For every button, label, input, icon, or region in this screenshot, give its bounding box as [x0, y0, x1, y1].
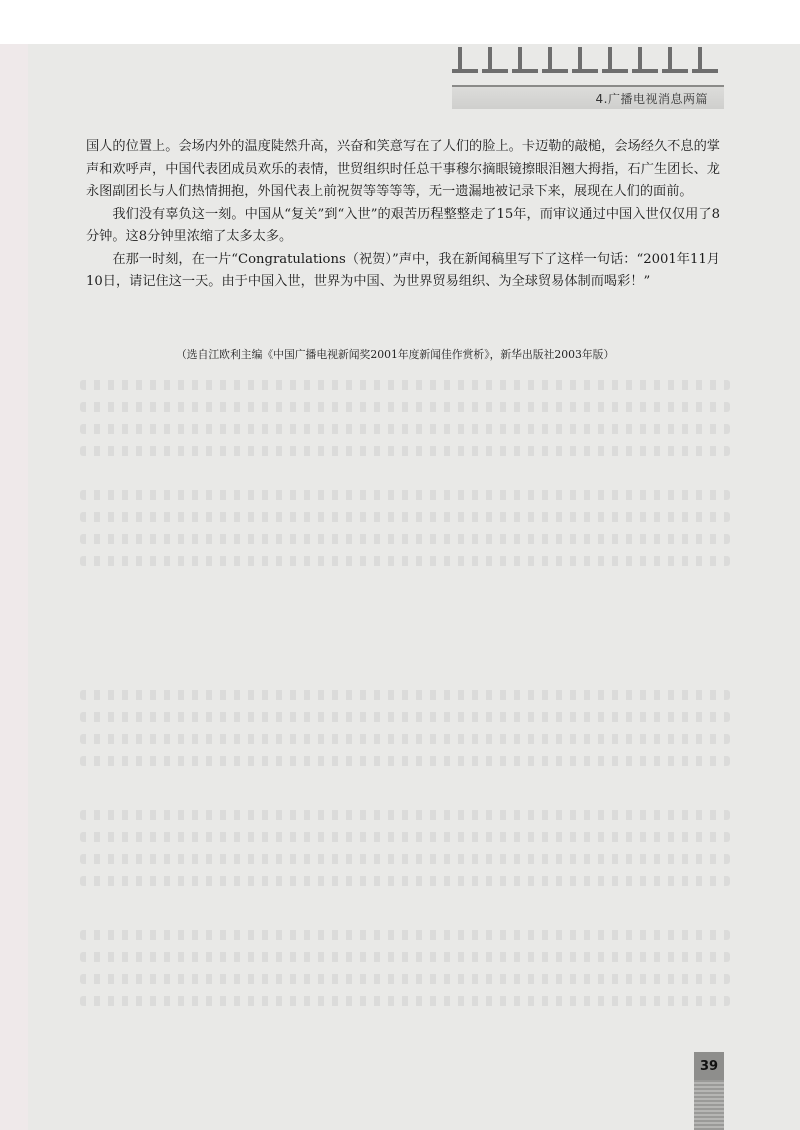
header-ornament — [452, 47, 478, 83]
bleed-through — [80, 876, 730, 886]
bleed-through — [80, 712, 730, 722]
bleed-through — [80, 424, 730, 434]
paragraph: 我们没有辜负这一刻。中国从“复关”到“入世”的艰苦历程整整走了15年，而审议通过中国入世仅仅用了8分钟。这8分钟里浓缩了太多太多。 — [86, 206, 720, 244]
bleed-through — [80, 534, 730, 544]
bleed-through — [80, 996, 730, 1006]
header-ornament — [632, 47, 658, 83]
header-ornament — [692, 47, 718, 83]
bleed-through — [80, 974, 730, 984]
bleed-through — [80, 402, 730, 412]
bleed-through — [80, 756, 730, 766]
bleed-through — [80, 556, 730, 566]
source-citation: （选自江欧利主编《中国广播电视新闻奖2001年度新闻佳作赏析》，新华出版社2003年版） — [176, 348, 615, 361]
page-edge — [0, 44, 28, 1130]
bleed-through — [80, 854, 730, 864]
bleed-through — [80, 832, 730, 842]
header-ornament — [542, 47, 568, 83]
bleed-through — [80, 952, 730, 962]
bleed-through — [80, 380, 730, 390]
running-header: 4.广播电视消息两篇 — [595, 92, 708, 106]
header-ornament — [482, 47, 508, 83]
page-number: 39 — [694, 1052, 724, 1080]
header-ornament — [572, 47, 598, 83]
bleed-through — [80, 490, 730, 500]
header-decoration — [452, 47, 720, 83]
paragraph: 国人的位置上。会场内外的温度陡然升高，兴奋和笑意写在了人们的脸上。卡迈勒的敲槌，会场经久不息的掌声和欢呼声，中国代表团成员欢乐的表情，世贸组织时任总干事穆尔摘眼镜擦眼泪翘大拇指，石广生团长、龙永图副团长与人们热情拥抱，外国代表上前祝贺等等等等，无一遗漏地被记录下来，展现在人们的面前。 — [86, 139, 720, 199]
bleed-through — [80, 690, 730, 700]
bleed-through — [80, 446, 730, 456]
article-body — [86, 136, 720, 294]
bleed-through — [80, 512, 730, 522]
bleed-through — [80, 930, 730, 940]
header-ornament — [602, 47, 628, 83]
header-ornament — [512, 47, 538, 83]
header-ornament — [662, 47, 688, 83]
bleed-through — [80, 734, 730, 744]
paragraph: 在那一时刻，在一片“Congratulations（祝贺）”声中，我在新闻稿里写下了这样一句话：“2001年11月10日，请记住这一天。由于中国入世，世界为中国、为世界贸易组织、为全球贸易体制而喝彩！” — [86, 251, 720, 289]
bleed-through — [80, 810, 730, 820]
page-number-bar — [694, 1080, 724, 1130]
